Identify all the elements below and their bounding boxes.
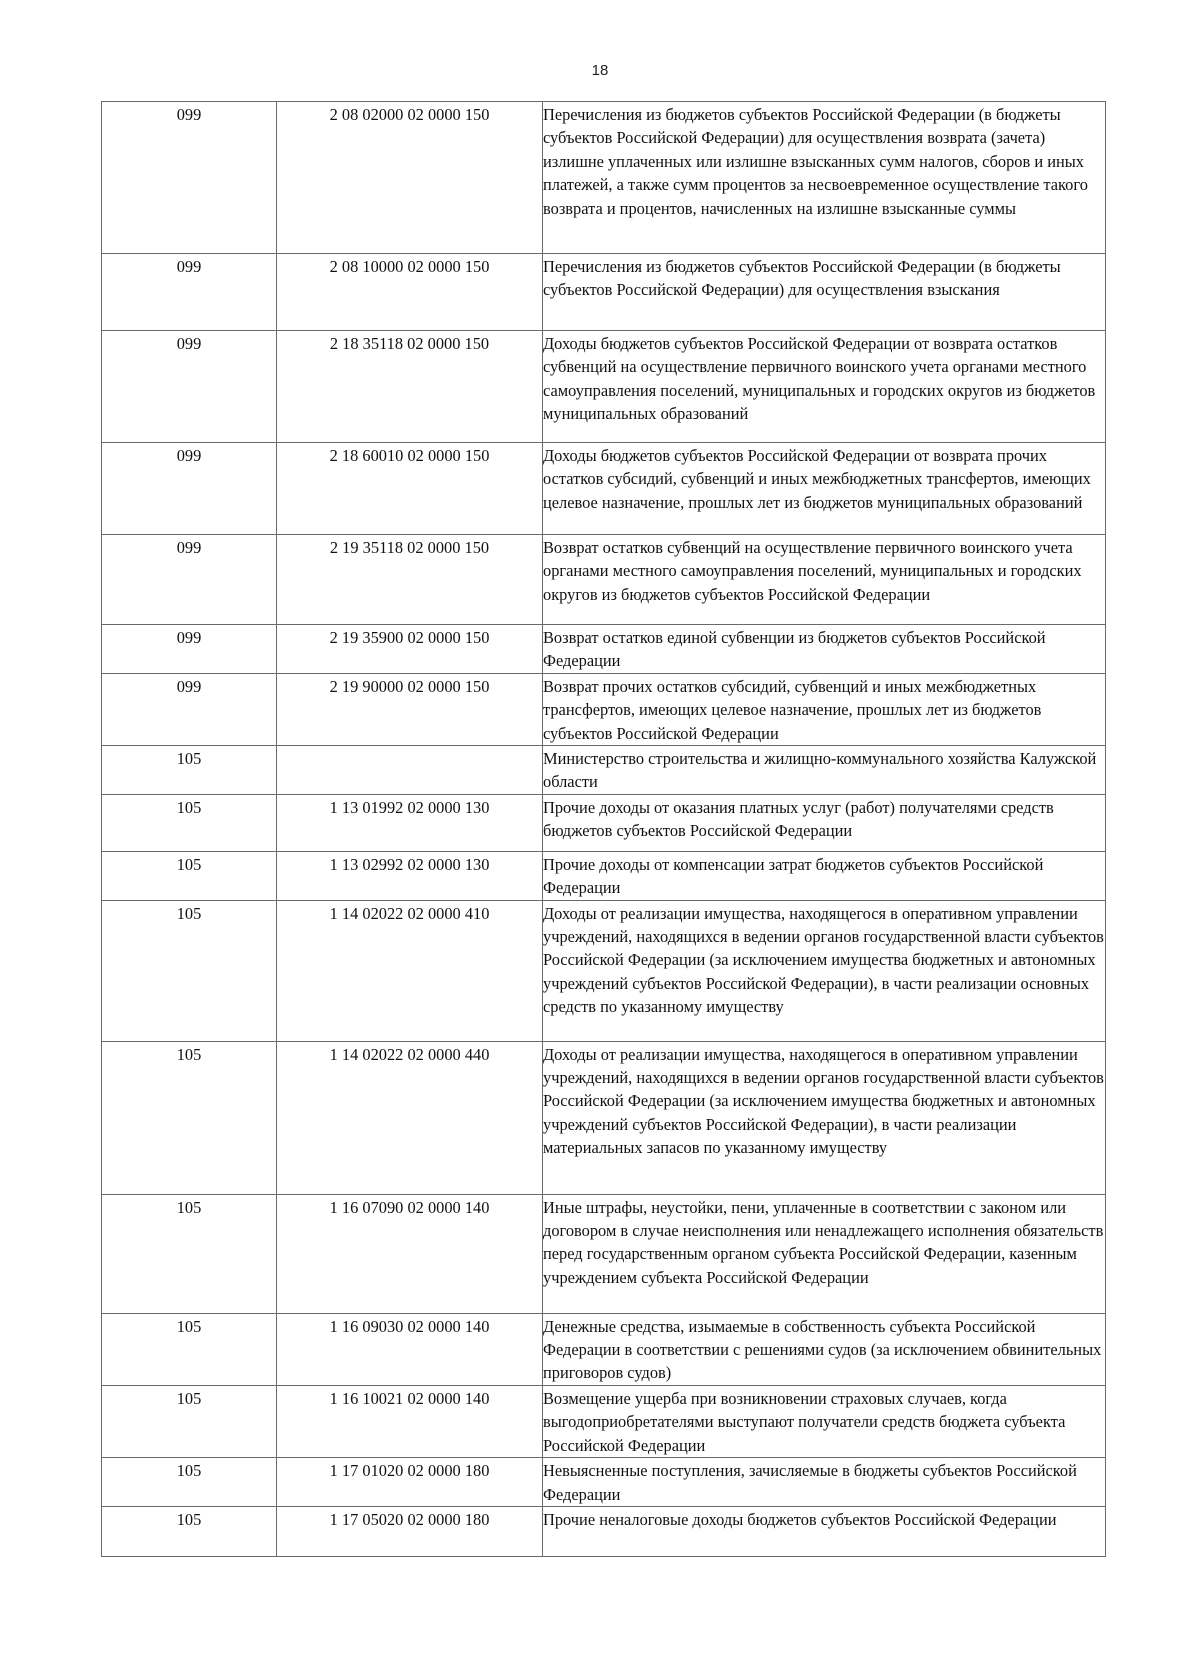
table-row <box>102 673 1106 745</box>
admin-code-cell: 099 <box>102 625 277 674</box>
revenue-code-cell: 1 17 01020 02 0000 180 <box>277 1458 543 1507</box>
admin-code-cell: 105 <box>102 900 277 1041</box>
admin-code-cell: 099 <box>102 254 277 331</box>
revenue-name-cell: Денежные средства, изымаемые в собственность субъекта Российской Федерации в соответствии с решениями судов (за исключением обвинительных приговоров судов) <box>543 1313 1106 1385</box>
admin-code-cell: 105 <box>102 1041 277 1194</box>
revenue-name-cell: Перечисления из бюджетов субъектов Российской Федерации (в бюджеты субъектов Российской Федерации) для осуществления возврата (зачета) излишне уплаченных или излишне взысканных сумм налогов, сборов и иных платежей, а также сумм процентов за несвоевременное осуществление такого возврата и процентов, начисленных на излишне взысканные суммы <box>543 102 1106 254</box>
page-number: 18 <box>591 62 609 79</box>
table-row <box>102 1041 1106 1194</box>
revenue-name-cell: Прочие неналоговые доходы бюджетов субъектов Российской Федерации <box>543 1506 1106 1556</box>
revenue-name-cell: Возврат остатков субвенций на осуществление первичного воинского учета органами местного самоуправления поселений, муниципальных и городских округов из бюджетов субъектов Российской Федерации <box>543 535 1106 625</box>
revenue-name-cell: Перечисления из бюджетов субъектов Российской Федерации (в бюджеты субъектов Российской Федерации) для осуществления взыскания <box>543 254 1106 331</box>
revenue-code-cell: 2 18 35118 02 0000 150 <box>277 331 543 443</box>
admin-code-cell: 105 <box>102 1458 277 1507</box>
revenue-name-cell: Прочие доходы от компенсации затрат бюджетов субъектов Российской Федерации <box>543 851 1106 900</box>
admin-code-cell: 105 <box>102 1385 277 1457</box>
table-row <box>102 1506 1106 1556</box>
revenue-name-cell: Возврат прочих остатков субсидий, субвенций и иных межбюджетных трансфертов, имеющих целевое назначение, прошлых лет из бюджетов субъектов Российской Федерации <box>543 673 1106 745</box>
table-row <box>102 625 1106 674</box>
revenue-name-cell: Доходы бюджетов субъектов Российской Федерации от возврата прочих остатков субсидий, субвенций и иных межбюджетных трансфертов, имеющих целевое назначение, прошлых лет из бюджетов муниципальных образований <box>543 443 1106 535</box>
revenue-name-cell: Прочие доходы от оказания платных услуг (работ) получателями средств бюджетов субъектов Российской Федерации <box>543 794 1106 851</box>
revenue-name-cell: Доходы бюджетов субъектов Российской Федерации от возврата остатков субвенций на осуществление первичного воинского учета органами местного самоуправления поселений, муниципальных и городских округов из бюджетов муниципальных образований <box>543 331 1106 443</box>
admin-code-cell: 099 <box>102 443 277 535</box>
admin-code-cell: 099 <box>102 535 277 625</box>
table-row <box>102 102 1106 254</box>
revenue-code-cell: 2 08 02000 02 0000 150 <box>277 102 543 254</box>
table-row <box>102 1458 1106 1507</box>
table-row <box>102 900 1106 1041</box>
revenue-code-cell: 2 08 10000 02 0000 150 <box>277 254 543 331</box>
admin-code-cell: 099 <box>102 102 277 254</box>
admin-code-cell: 105 <box>102 1313 277 1385</box>
revenue-code-cell: 2 19 35118 02 0000 150 <box>277 535 543 625</box>
revenue-name-cell: Доходы от реализации имущества, находящегося в оперативном управлении учреждений, находящихся в ведении органов государственной власти субъектов Российской Федерации (за исключением имущества бюджетных и автономных учреждений субъектов Российской Федерации), в части реализации основных средств по указанному имуществу <box>543 900 1106 1041</box>
table-row <box>102 254 1106 331</box>
table-row <box>102 331 1106 443</box>
table-row <box>102 1313 1106 1385</box>
admin-code-cell: 099 <box>102 673 277 745</box>
admin-code-cell: 105 <box>102 1506 277 1556</box>
revenue-code-cell: 2 19 35900 02 0000 150 <box>277 625 543 674</box>
admin-code-cell: 099 <box>102 331 277 443</box>
admin-code-cell: 105 <box>102 794 277 851</box>
table-row <box>102 443 1106 535</box>
admin-code-cell: 105 <box>102 851 277 900</box>
revenue-code-cell: 1 14 02022 02 0000 440 <box>277 1041 543 1194</box>
table-row <box>102 851 1106 900</box>
revenue-codes-table <box>101 101 1106 1557</box>
table-row <box>102 1194 1106 1313</box>
revenue-name-cell: Министерство строительства и жилищно-коммунального хозяйства Калужской области <box>543 746 1106 795</box>
revenue-code-cell: 1 13 02992 02 0000 130 <box>277 851 543 900</box>
revenue-code-cell: 2 18 60010 02 0000 150 <box>277 443 543 535</box>
table-row <box>102 746 1106 795</box>
revenue-name-cell: Доходы от реализации имущества, находящегося в оперативном управлении учреждений, находящихся в ведении органов государственной власти субъектов Российской Федерации (за исключением имущества бюджетных и автономных учреждений субъектов Российской Федерации), в части реализации материальных запасов по указанному имуществу <box>543 1041 1106 1194</box>
admin-code-cell: 105 <box>102 746 277 795</box>
admin-code-cell: 105 <box>102 1194 277 1313</box>
revenue-name-cell: Возмещение ущерба при возникновении страховых случаев, когда выгодоприобретателями выступают получатели средств бюджета субъекта Российской Федерации <box>543 1385 1106 1457</box>
revenue-code-cell: 1 14 02022 02 0000 410 <box>277 900 543 1041</box>
table-row <box>102 1385 1106 1457</box>
revenue-code-cell: 1 16 07090 02 0000 140 <box>277 1194 543 1313</box>
revenue-name-cell: Иные штрафы, неустойки, пени, уплаченные в соответствии с законом или договором в случае неисполнения или ненадлежащего исполнения обязательств перед государственным органом субъекта Российской Федерации, казенным учреждением субъекта Российской Федерации <box>543 1194 1106 1313</box>
revenue-code-cell: 1 13 01992 02 0000 130 <box>277 794 543 851</box>
revenue-name-cell: Возврат остатков единой субвенции из бюджетов субъектов Российской Федерации <box>543 625 1106 674</box>
revenue-code-cell: 2 19 90000 02 0000 150 <box>277 673 543 745</box>
table-row <box>102 535 1106 625</box>
revenue-code-cell: 1 17 05020 02 0000 180 <box>277 1506 543 1556</box>
table-row <box>102 794 1106 851</box>
revenue-code-cell: 1 16 10021 02 0000 140 <box>277 1385 543 1457</box>
revenue-name-cell: Невыясненные поступления, зачисляемые в бюджеты субъектов Российской Федерации <box>543 1458 1106 1507</box>
revenue-code-cell <box>277 746 543 795</box>
revenue-code-cell: 1 16 09030 02 0000 140 <box>277 1313 543 1385</box>
